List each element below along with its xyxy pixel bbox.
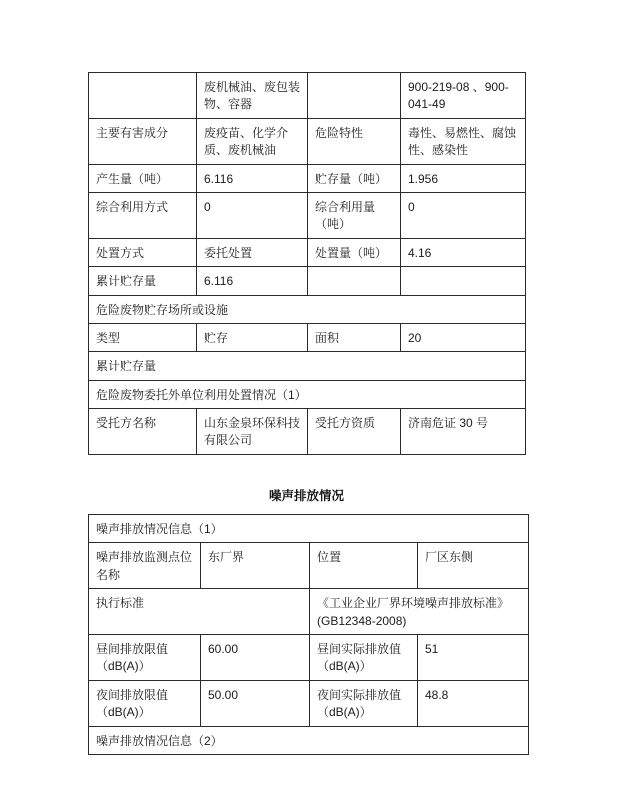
noise-emission-table — [88, 514, 529, 755]
section-row — [89, 295, 526, 323]
value-cell: 1.956 — [401, 164, 526, 192]
label-cell: 类型 — [89, 323, 197, 351]
label-cell: 位置 — [310, 543, 418, 589]
value-cell: 48.8 — [418, 681, 529, 727]
label-cell: 执行标准 — [89, 589, 310, 635]
value-cell: 废机械油、废包装物、容器 — [197, 73, 308, 119]
value-cell: 4.16 — [401, 238, 526, 266]
label-cell — [308, 73, 401, 119]
value-cell: 山东金泉环保科技有限公司 — [197, 409, 308, 455]
table-row — [89, 635, 529, 681]
value-cell: 贮存 — [197, 323, 308, 351]
section-row — [89, 380, 526, 408]
table-row — [89, 681, 529, 727]
label-cell: 贮存量（吨） — [308, 164, 401, 192]
label-cell: 处置方式 — [89, 238, 197, 266]
label-cell — [89, 73, 197, 119]
section-header-cell: 噪声排放情况信息（2） — [89, 726, 529, 754]
table-row — [89, 192, 526, 238]
table-row — [89, 409, 526, 455]
value-cell: 20 — [401, 323, 526, 351]
value-cell: 900-219-08 、900-041-49 — [401, 73, 526, 119]
table-row — [89, 543, 529, 589]
value-cell: 0 — [401, 192, 526, 238]
value-cell: 6.116 — [197, 267, 308, 295]
section-row — [89, 726, 529, 754]
value-cell: 委托处置 — [197, 238, 308, 266]
section-header-cell: 噪声排放情况信息（1） — [89, 514, 529, 542]
section-header-cell: 危险废物贮存场所或设施 — [89, 295, 526, 323]
section-header-cell: 累计贮存量 — [89, 352, 526, 380]
label-cell: 危险特性 — [308, 118, 401, 164]
table-row — [89, 73, 526, 119]
table-row — [89, 267, 526, 295]
label-cell: 噪声排放监测点位名称 — [89, 543, 201, 589]
empty-cell — [308, 267, 401, 295]
value-cell: 废疫苗、化学介质、废机械油 — [197, 118, 308, 164]
section-row — [89, 514, 529, 542]
table-row — [89, 238, 526, 266]
value-cell: 0 — [197, 192, 308, 238]
label-cell: 产生量（吨） — [89, 164, 197, 192]
label-cell: 受托方名称 — [89, 409, 197, 455]
label-cell: 累计贮存量 — [89, 267, 197, 295]
value-cell: 毒性、易燃性、腐蚀性、感染性 — [401, 118, 526, 164]
section-header-cell: 危险废物委托外单位利用处置情况（1） — [89, 380, 526, 408]
label-cell: 昼间实际排放值（dB(A)） — [310, 635, 418, 681]
label-cell: 处置量（吨） — [308, 238, 401, 266]
label-cell: 综合利用方式 — [89, 192, 197, 238]
table-row — [89, 164, 526, 192]
label-cell: 夜间排放限值（dB(A)） — [89, 681, 201, 727]
label-cell: 面积 — [308, 323, 401, 351]
table-row — [89, 323, 526, 351]
label-cell: 受托方资质 — [308, 409, 401, 455]
value-cell: 济南危证 30 号 — [401, 409, 526, 455]
table-row — [89, 589, 529, 635]
table-row — [89, 118, 526, 164]
value-cell: 50.00 — [201, 681, 310, 727]
empty-cell — [401, 267, 526, 295]
label-cell: 综合利用量（吨） — [308, 192, 401, 238]
value-cell: 《工业企业厂界环境噪声排放标准》(GB12348-2008) — [310, 589, 529, 635]
value-cell: 51 — [418, 635, 529, 681]
label-cell: 主要有害成分 — [89, 118, 197, 164]
label-cell: 昼间排放限值（dB(A)） — [89, 635, 201, 681]
noise-section-title: 噪声排放情况 — [268, 488, 344, 503]
value-cell: 东厂界 — [201, 543, 310, 589]
value-cell: 6.116 — [197, 164, 308, 192]
hazardous-waste-table — [88, 72, 526, 455]
value-cell: 厂区东侧 — [418, 543, 529, 589]
label-cell: 夜间实际排放值（dB(A)） — [310, 681, 418, 727]
value-cell: 60.00 — [201, 635, 310, 681]
section-row — [89, 352, 526, 380]
